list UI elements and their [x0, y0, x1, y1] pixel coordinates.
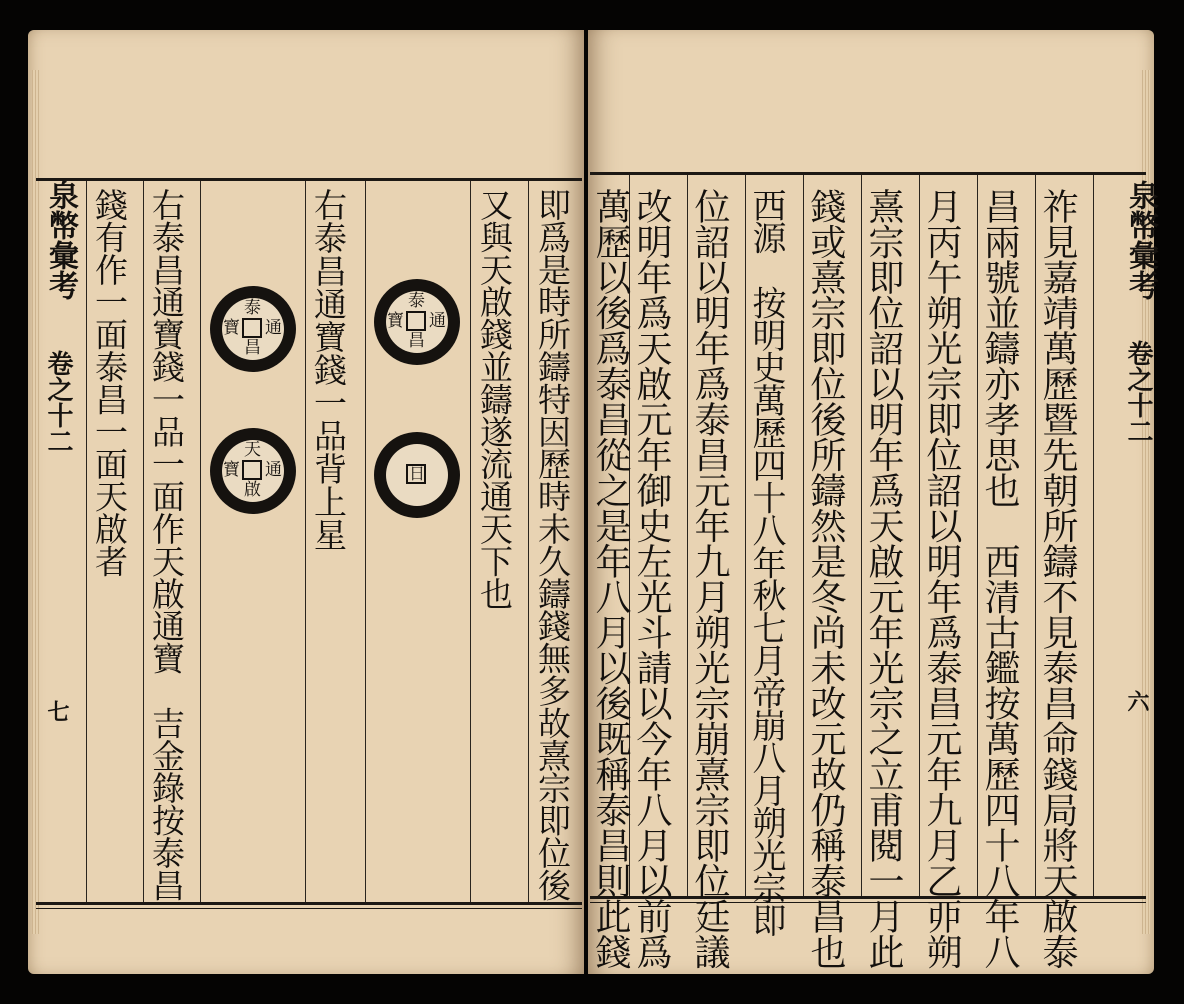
coin-char: 泰 — [408, 291, 425, 311]
right-margin-title: 泉幣彙考 — [1123, 180, 1158, 300]
coin-char: 寶 — [223, 318, 240, 338]
right-margin-page: 六 — [1124, 690, 1150, 712]
coin-char: 日 — [409, 464, 426, 483]
right-text-column-1: 祚見嘉靖萬歷暨先朝所鑄不見泰昌命錢局將天啟泰 — [1037, 188, 1078, 969]
left-text-column-1: 即爲是時所鑄特因歷時未久鑄錢無多故熹宗即位後 — [533, 188, 572, 901]
coin-char: 通 — [265, 318, 282, 338]
right-col-divider-5 — [861, 175, 862, 896]
left-col-divider-4 — [305, 181, 306, 902]
right-text-column-5: 錢或熹宗即位後所鑄然是冬尚未改元故仍稱泰昌也 — [805, 188, 846, 969]
coin-back-star — [374, 432, 460, 518]
left-margin-volume: 卷之十二 — [43, 350, 73, 454]
left-top-border — [36, 178, 582, 181]
left-col-divider-1 — [528, 181, 529, 902]
left-col-divider-2 — [470, 181, 471, 902]
right-col-divider-3 — [977, 175, 978, 896]
left-text-column-2: 又與天啟錢並鑄遂流通天下也 — [475, 188, 514, 610]
coin-char: 天 — [244, 440, 261, 460]
left-margin-title: 泉幣彙考 — [43, 180, 78, 300]
right-col-divider-4 — [919, 175, 920, 896]
right-text-column-4: 熹宗即位詔以明年爲天啟元年光宗之立甫閱一月此 — [863, 188, 904, 969]
right-text-column-7: 位詔以明年爲泰昌元年九月朔光宗崩熹宗即位廷議 — [689, 188, 730, 969]
coin-char: 寶 — [223, 460, 240, 480]
right-text-column-9: 萬歷以後爲泰昌從之是年八月以後既稱泰昌則此錢 — [590, 188, 631, 969]
left-text-column-3: 右泰昌通寶錢一品背上星 — [309, 188, 348, 551]
coin-taichang-2 — [210, 286, 296, 372]
coin-char: 昌 — [408, 331, 425, 351]
right-text-column-6: 西源 按明史萬歷四十八年秋七月帝崩八月朔光宗即 — [746, 188, 786, 936]
left-col-divider-6 — [143, 181, 144, 902]
coin-char: 通 — [429, 311, 446, 331]
right-text-column-8: 改明年爲天啟元年御史左光斗請以今年八月以前爲 — [631, 188, 672, 969]
right-top-border — [590, 172, 1146, 175]
left-bottom-border-thin — [36, 908, 582, 909]
coin-char: 寶 — [387, 311, 404, 331]
left-col-divider-3 — [365, 181, 366, 902]
coin-char: 昌 — [244, 338, 261, 358]
left-col-divider-5 — [200, 181, 201, 902]
right-col-divider-2 — [1035, 175, 1036, 896]
right-text-column-2: 昌兩號並鑄亦孝思也 西清古鑑按萬歷四十八年八 — [979, 188, 1020, 969]
right-col-divider-6 — [803, 175, 804, 896]
right-col-divider-1 — [1093, 175, 1094, 896]
right-margin-volume: 卷之十二 — [1123, 340, 1153, 444]
coin-char: 通 — [265, 460, 282, 480]
left-text-column-5: 錢有作一面泰昌一面天啟者 — [90, 188, 129, 577]
left-col-divider-7 — [86, 181, 87, 902]
left-text-column-4: 右泰昌通寶錢一品一面作天啟通寶 吉金錄按泰昌 — [147, 188, 186, 901]
coin-char: 啟 — [244, 480, 261, 500]
coin-tianqi — [210, 428, 296, 514]
coin-char: 泰 — [244, 298, 261, 318]
right-text-column-3: 月丙午朔光宗即位詔以明年爲泰昌元年九月乙丣朔 — [921, 188, 962, 969]
right-col-divider-8 — [687, 175, 688, 896]
left-margin-page: 七 — [44, 700, 70, 722]
coin-taichang-1 — [374, 279, 460, 365]
left-bottom-border — [36, 902, 582, 905]
